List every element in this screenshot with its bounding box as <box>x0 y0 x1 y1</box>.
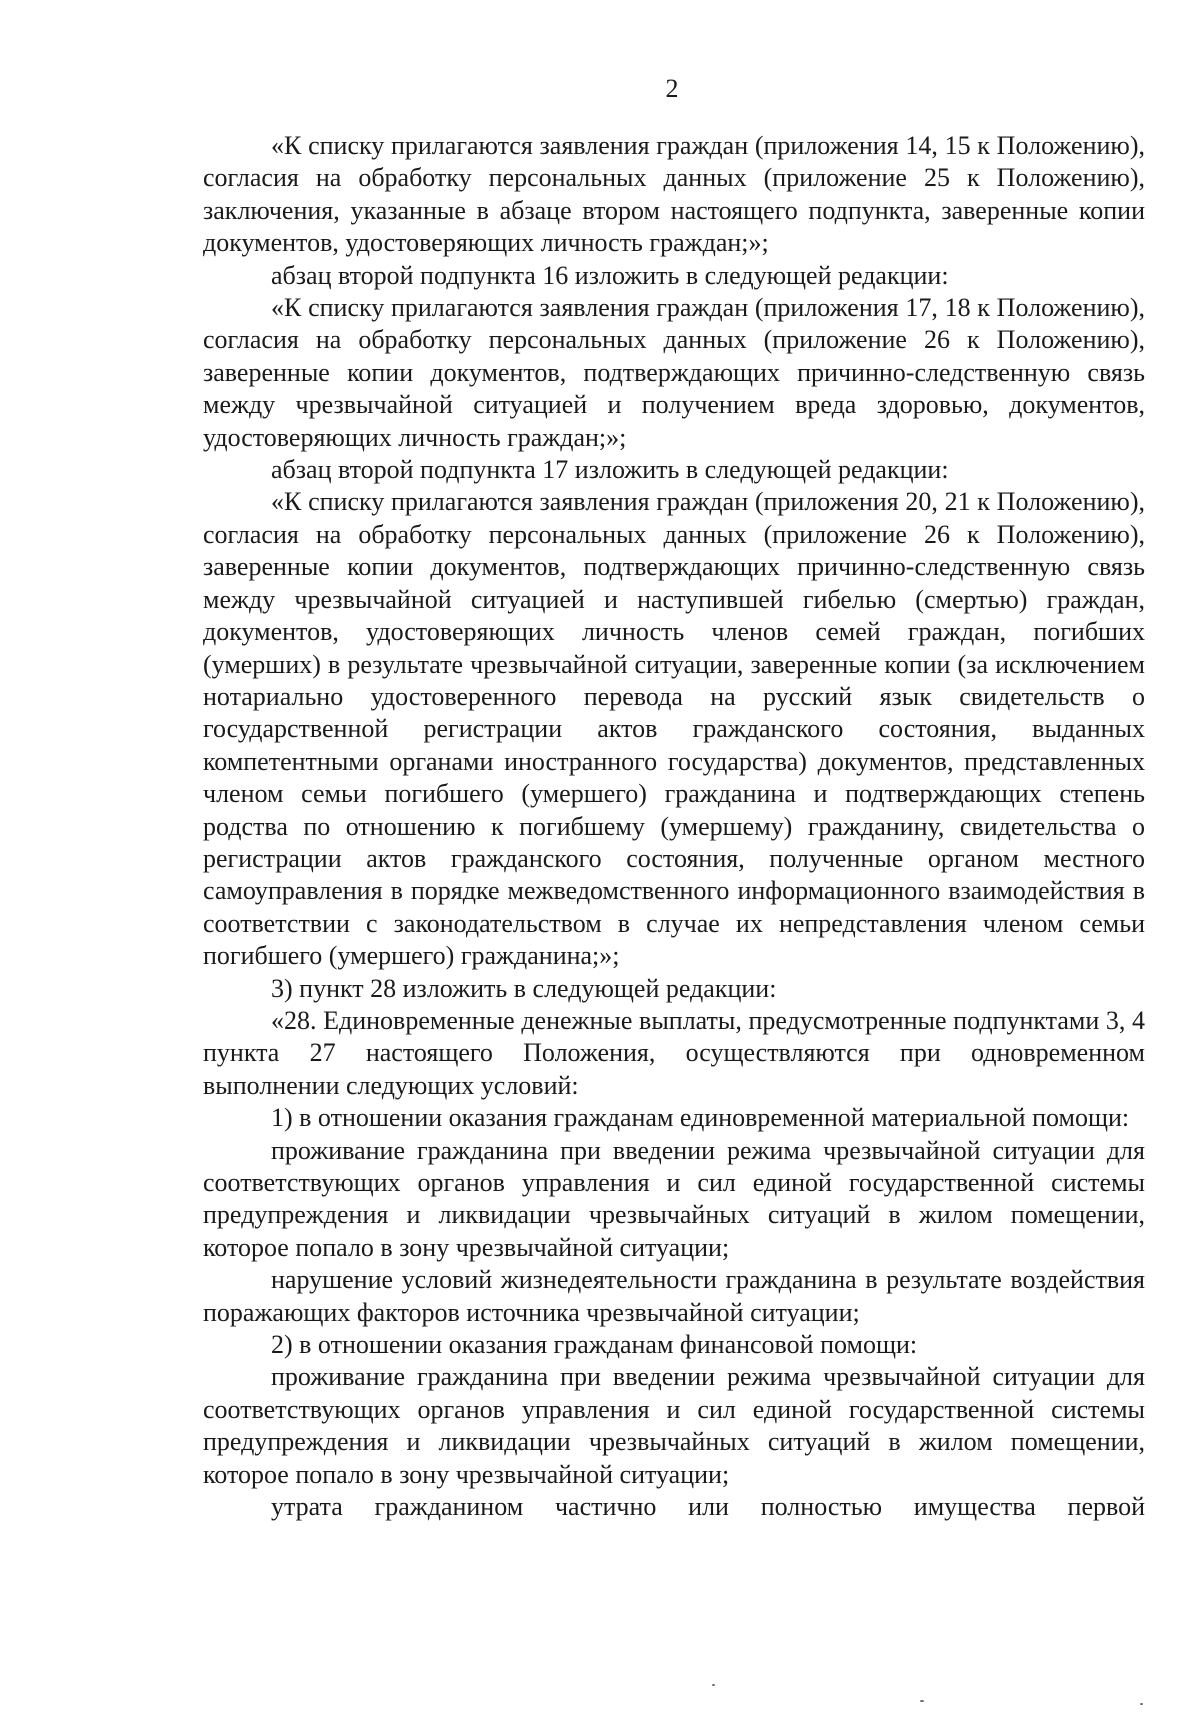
paragraph-condition-1-disruption: нарушение условий жизнедеятельности гражданина в результате воздействия поражающих факторов источника чрезвычайной ситуации; <box>203 1265 1145 1327</box>
paragraph-attachments-17-18: «К списку прилагаются заявления граждан (приложения 17, 18 к Положению), согласия на обработку персональных данных (приложение 26 к Положению), заверенные копии документов, подтверждающих причинно-следственную связь между чрезвычайной ситуацией и получением вреда здоровью, документов, удостоверяющих личность граждан;»; <box>203 293 1145 452</box>
scan-speck <box>712 1684 715 1686</box>
scan-speck <box>1140 1703 1143 1705</box>
paragraph-attachments-14-15: «К списку прилагаются заявления граждан (приложения 14, 15 к Положению), согласия на обработку персональных данных (приложение 25 к Положению), заключения, указанные в абзаце втором настоящего подпункта, заверенные копии документов, удостоверяющих личность граждан;»; <box>203 131 1145 258</box>
page-number: 2 <box>665 74 679 103</box>
paragraph-condition-2-property-loss: утрата гражданином частично или полностью имущества первой <box>271 1492 1145 1522</box>
paragraph-point-28-instruction: 3) пункт 28 изложить в следующей редакции: <box>271 973 777 1003</box>
paragraph-condition-1-residence: проживание гражданина при введении режима чрезвычайной ситуации для соответствующих органов управления и сил единой государственной системы предупреждения и ликвидации чрезвычайных ситуаций в жилом помещении, которое попало в зону чрезвычайной ситуации; <box>203 1135 1145 1262</box>
paragraph-point-28-text: «28. Единовременные денежные выплаты, предусмотренные подпунктами 3, 4 пункта 27 настоящего Положения, осуществляются при одновременном выполнении следующих условий: <box>203 1005 1145 1100</box>
scan-speck <box>920 1700 924 1702</box>
paragraph-condition-2-heading: 2) в отношении оказания гражданам финансовой помощи: <box>271 1330 918 1360</box>
paragraph-subpoint-17-instruction: абзац второй подпункта 17 изложить в следующей редакции: <box>271 455 949 485</box>
paragraph-subpoint-16-instruction: абзац второй подпункта 16 изложить в следующей редакции: <box>271 260 949 290</box>
paragraph-condition-1-heading: 1) в отношении оказания гражданам единовременной материальной помощи: <box>271 1103 1130 1133</box>
paragraph-condition-2-residence: проживание гражданина при введении режима чрезвычайной ситуации для соответствующих органов управления и сил единой государственной системы предупреждения и ликвидации чрезвычайных ситуаций в жилом помещении, которое попало в зону чрезвычайной ситуации; <box>203 1362 1145 1489</box>
paragraph-attachments-20-21: «К списку прилагаются заявления граждан (приложения 20, 21 к Положению), согласия на обработку персональных данных (приложение 26 к Положению), заверенные копии документов, подтверждающих причинно-следственную связь между чрезвычайной ситуацией и наступившей гибелью (смертью) граждан, документов, удостоверяющих личность членов семей граждан, погибших (умерших) в результате чрезвычайной ситуации, заверенные копии (за исключением нотариально удостоверенного перевода на русский язык свидетельств о государственной регистрации актов гражданского состояния, выданных компетентными органами иностранного государства) документов, представленных членом семьи погибшего (умершего) гражданина и подтверждающих степень родства по отношению к погибшему (умершему) гражданину, свидетельства о регистрации актов гражданского состояния, полученные органом местного самоуправления в порядке межведомственного информационного взаимодействия в соответствии с законодательством в случае их непредставления членом семьи погибшего (умершего) гражданина;»; <box>203 487 1145 971</box>
document-body <box>203 130 1145 1523</box>
